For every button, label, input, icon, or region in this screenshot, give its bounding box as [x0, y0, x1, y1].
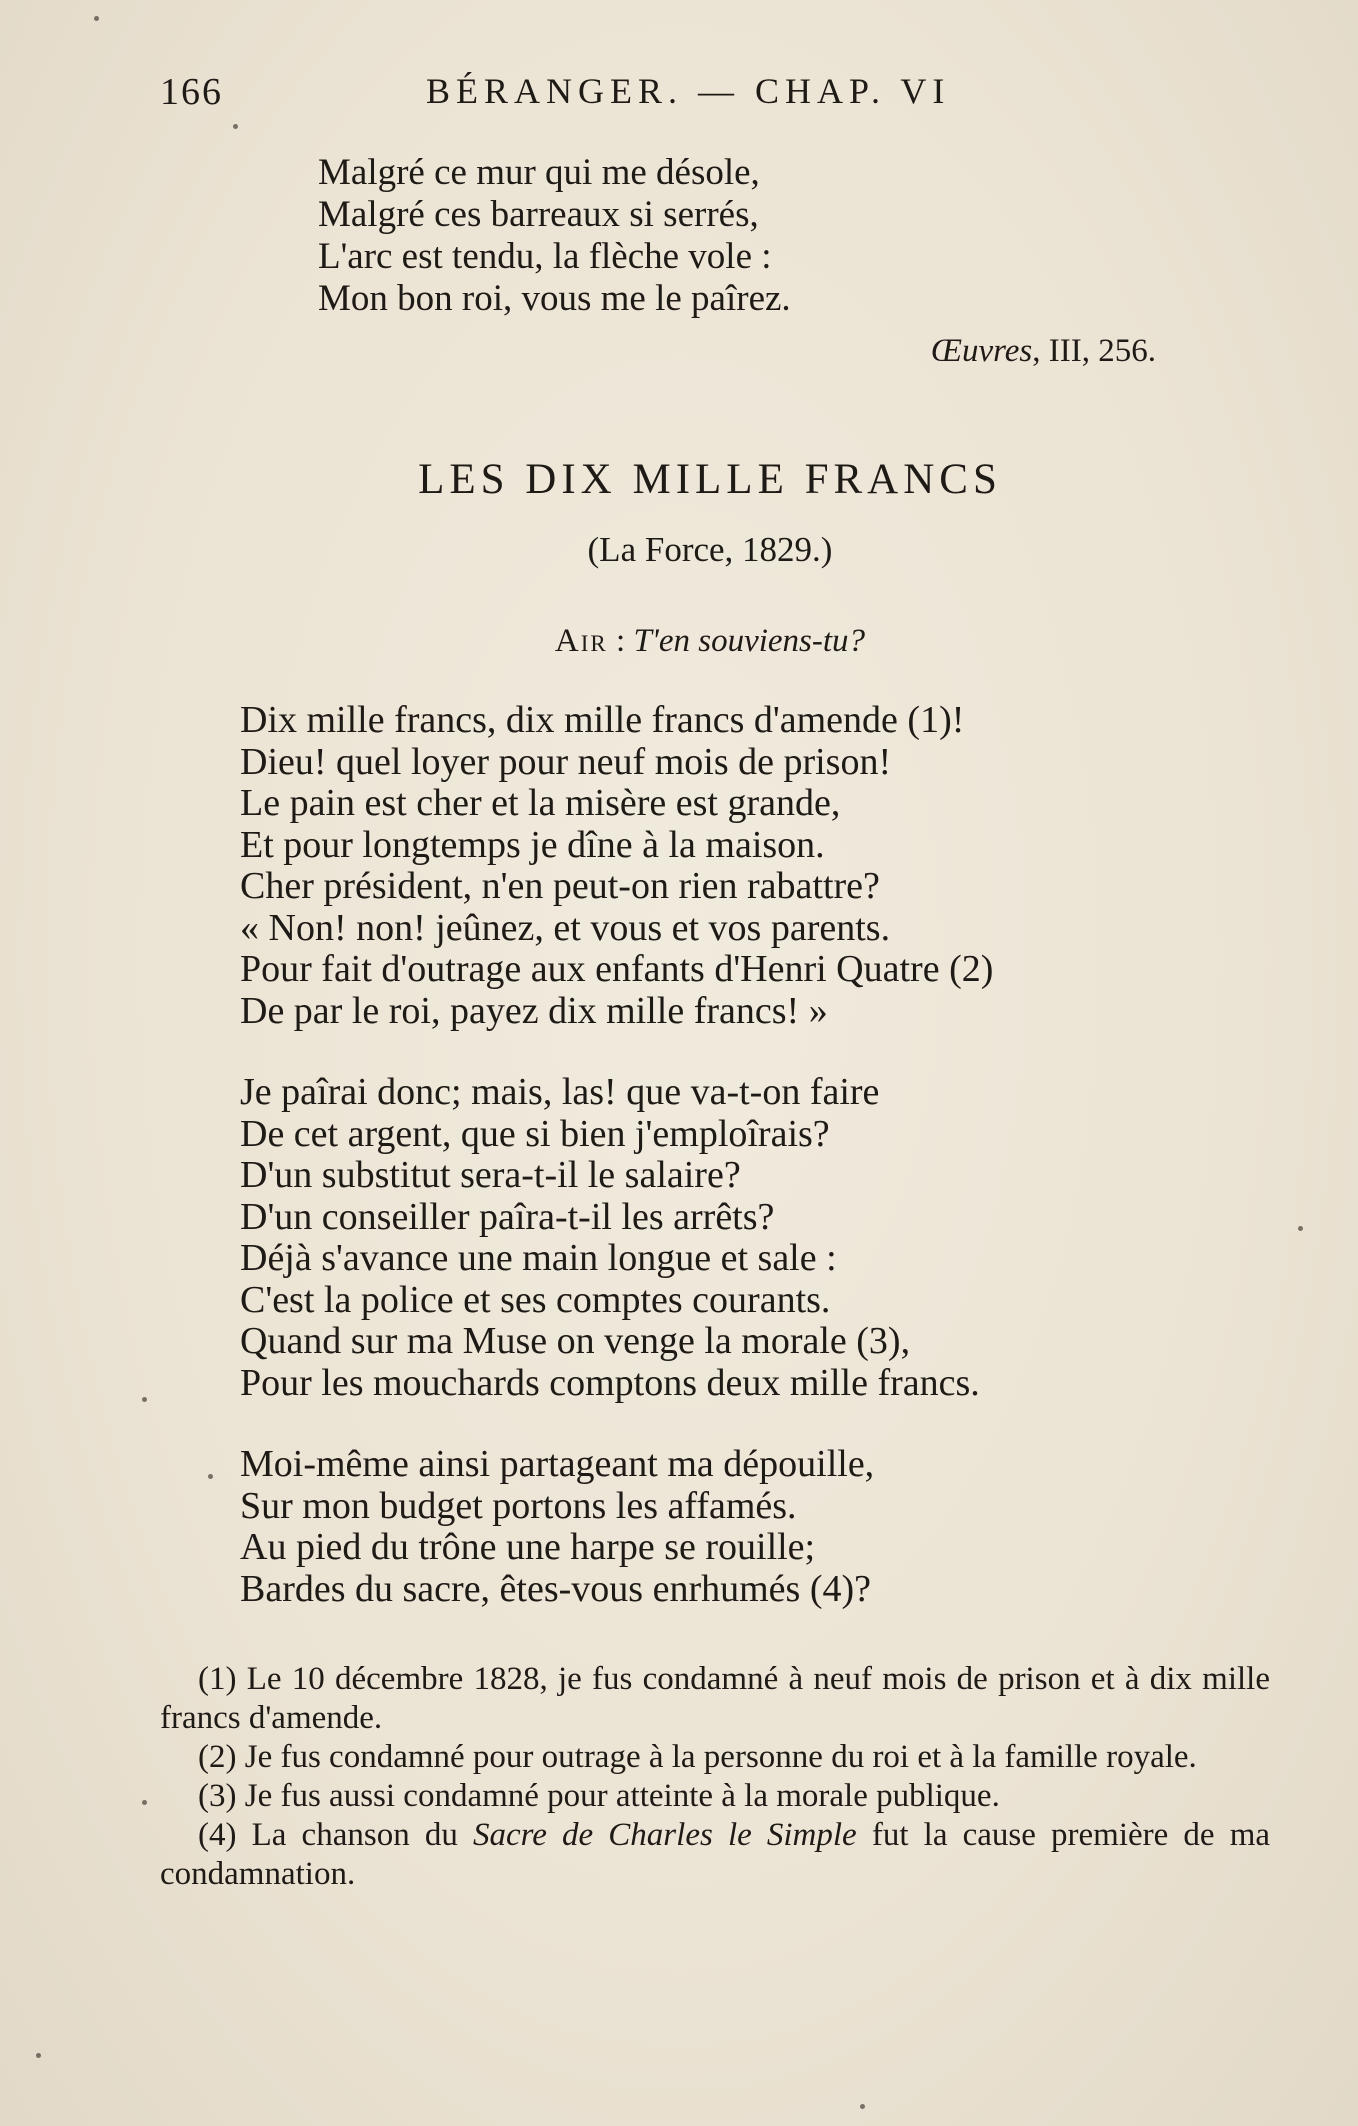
- verse-line: Pour les mouchards comptons deux mille francs.: [240, 1361, 980, 1404]
- air-title: T'en souviens-tu?: [633, 623, 866, 659]
- verse-line: Bardes du sacre, êtes-vous enrhumés (4)?: [240, 1567, 871, 1610]
- paper-speck: [142, 1397, 147, 1402]
- verse-line: Sur mon budget portons les affamés.: [240, 1484, 797, 1527]
- air-separator: :: [607, 623, 634, 659]
- page-number: 166: [160, 71, 223, 113]
- verse-line: Quand sur ma Muse on venge la morale (3),: [240, 1320, 911, 1362]
- verse-line: Le pain est cher et la misère est grande,: [240, 782, 841, 824]
- verse-line: Cher président, n'en peut-on rien rabattre?: [240, 865, 880, 907]
- verse-line: Dieu! quel loyer pour neuf mois de prison!: [240, 740, 892, 783]
- verse-line: Dix mille francs, dix mille francs d'amende (1)!: [240, 699, 965, 741]
- footnotes: [160, 1660, 1270, 1894]
- source-title: Œuvres: [930, 333, 1033, 369]
- verse-line: Au pied du trône une harpe se rouille;: [240, 1526, 816, 1568]
- footnote-4-song-title: Sacre de Charles le Simple: [472, 1817, 857, 1853]
- paper-speck: [860, 2104, 865, 2109]
- verse-line: « Non! non! jeûnez, et vous et vos parents.: [240, 906, 891, 949]
- stanza-2: [240, 1072, 980, 1404]
- verse-line: De par le roi, payez dix mille francs! »: [240, 989, 828, 1032]
- page-header: [160, 70, 1160, 120]
- footnote-4: [160, 1816, 1270, 1894]
- verse-line: Je paîrai donc; mais, las! que va-t-on faire: [240, 1071, 880, 1113]
- source-reference: [931, 333, 1156, 370]
- song-title: LES DIX MILLE FRANCS: [418, 456, 1002, 503]
- verse-line: L'arc est tendu, la flèche vole :: [318, 236, 772, 277]
- footnote-4-end: fut la cause première de ma condamnation.: [160, 1817, 1271, 1892]
- verse-line: Mon bon roi, vous me le paîrez.: [318, 278, 791, 319]
- verse-line: D'un conseiller paîra-t-il les arrêts?: [240, 1195, 775, 1238]
- verse-line: Malgré ces barreaux si serrés,: [318, 194, 759, 235]
- footnote-4-start: (4) La chanson du: [198, 1817, 473, 1853]
- paper-speck: [233, 124, 238, 129]
- paper-speck: [1298, 1226, 1303, 1231]
- stanza-3: [240, 1444, 874, 1610]
- paper-speck: [36, 2053, 41, 2058]
- verse-line: C'est la police et ses comptes courants.: [240, 1278, 831, 1321]
- paper-speck: [94, 16, 99, 21]
- paper-speck: [208, 1474, 213, 1479]
- verse-line: Et pour longtemps je dîne à la maison.: [240, 823, 825, 866]
- footnote-3: (3) Je fus aussi condamné pour atteinte à la morale publique.: [198, 1778, 1000, 1814]
- source-volume-page: , III, 256.: [1032, 333, 1156, 369]
- song-subtitle: (La Force, 1829.): [587, 530, 833, 569]
- stanza-1: [240, 700, 993, 1032]
- footnote-2: (2) Je fus condamné pour outrage à la personne du roi et à la famille royale.: [198, 1739, 1197, 1775]
- air-label: Air: [554, 623, 608, 659]
- running-head: BÉRANGER. — CHAP. VI: [426, 71, 951, 111]
- footnote-1: (1) Le 10 décembre 1828, je fus condamné à neuf mois de prison et à dix mille francs d'amende.: [160, 1661, 1270, 1736]
- verse-line: Moi-même ainsi partageant ma dépouille,: [240, 1443, 875, 1485]
- verse-line: Pour fait d'outrage aux enfants d'Henri Quatre (2): [240, 948, 994, 990]
- paper-speck: [142, 1800, 147, 1805]
- verse-line: D'un substitut sera-t-il le salaire?: [240, 1154, 741, 1196]
- verse-line: Déjà s'avance une main longue et sale :: [240, 1237, 837, 1279]
- verse-line: De cet argent, que si bien j'emploîrais?: [240, 1112, 830, 1155]
- previous-stanza: [318, 152, 791, 320]
- song-air: [0, 623, 1358, 660]
- verse-line: Malgré ce mur qui me désole,: [318, 152, 760, 193]
